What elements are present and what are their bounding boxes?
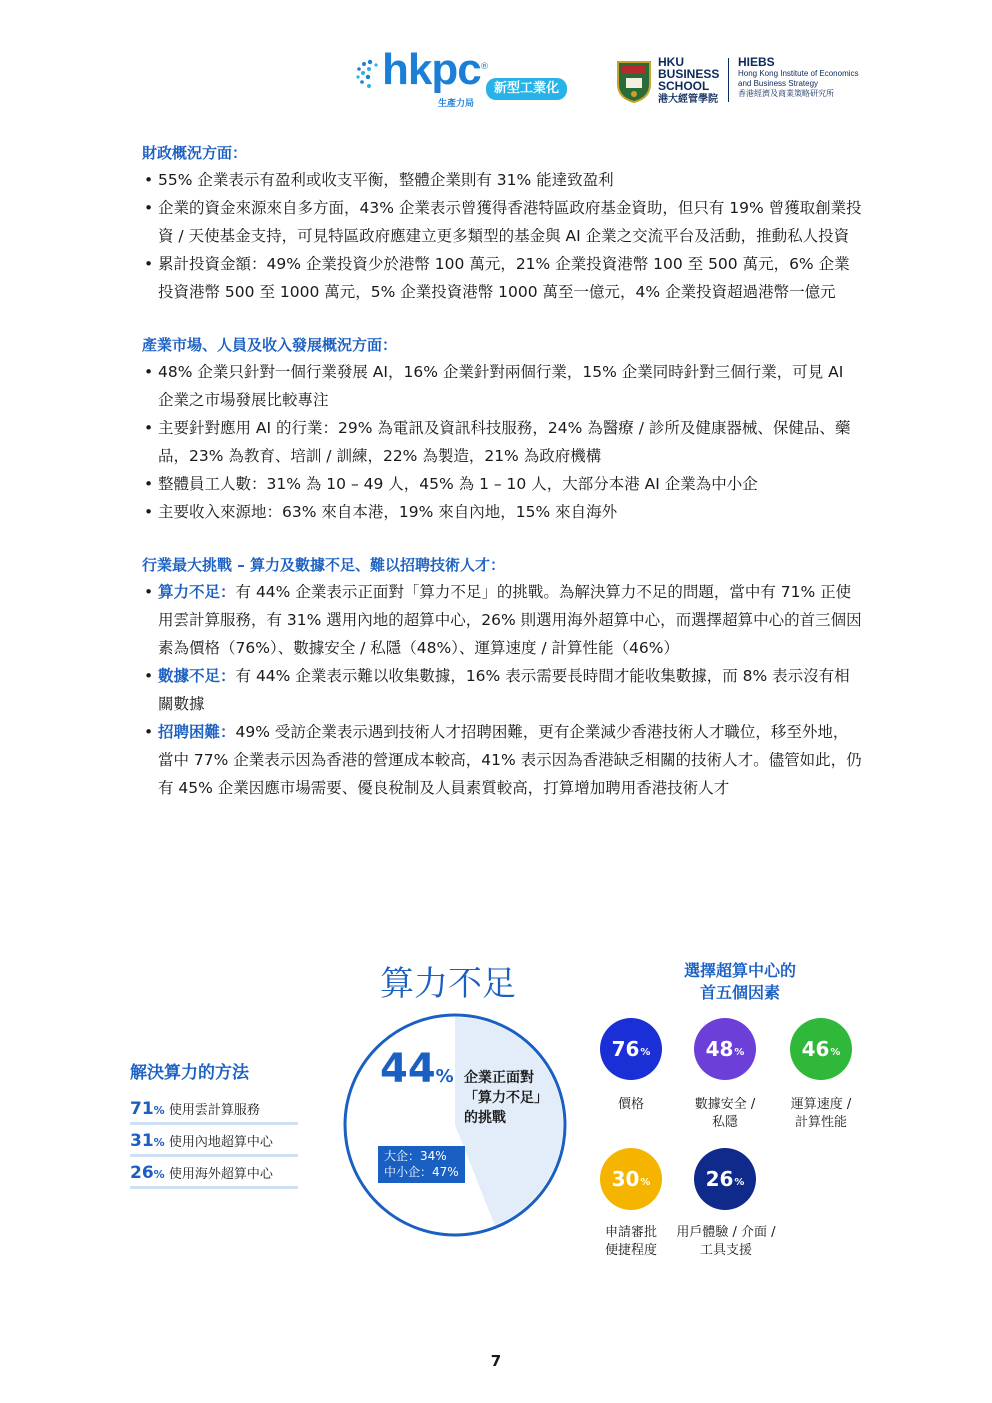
factor-label: 用戶體驗 / 介面 / 工具支援 <box>676 1225 776 1258</box>
pie-label-line1: 企業正面對 <box>464 1070 534 1086</box>
bullet-lead: 招聘困難： <box>158 723 236 741</box>
hku-crest-icon <box>614 58 654 104</box>
factor-label: 運算速度 / 計算性能 <box>790 1097 852 1130</box>
method-pct: 71% <box>130 1099 165 1119</box>
nid-badge: 新型工業化 <box>486 78 567 100</box>
method-label: 使用雲計算服務 <box>168 1103 260 1118</box>
list-item: • 48% 企業只針對一個行業發展 AI，16% 企業針對兩個行業，15% 企業同時針對三個行業，可見 AI 企業之市場發展比較專注 <box>142 358 862 414</box>
market-bullets <box>142 358 862 526</box>
hkpc-subtitle: 生產力局 <box>438 99 475 109</box>
method-row <box>130 1131 350 1163</box>
infographic-title: 算力不足 <box>380 964 516 1004</box>
factor-bubble-speed: 46 % <box>790 1018 852 1080</box>
hku-line1: HKU <box>658 55 684 69</box>
hiebs-line2: and Business Strategy <box>738 79 819 88</box>
registered-icon: ® <box>480 62 489 72</box>
pie-label <box>464 1068 574 1128</box>
pie-percentage: 44% <box>380 1046 454 1092</box>
hiebs-title: HIEBS <box>738 55 775 69</box>
pie-box-line2: 中小企：47% <box>384 1165 459 1179</box>
list-item: • 累計投資金額：49% 企業投資少於港幣 100 萬元，21% 企業投資港幣 100 至 500 萬元，6% 企業投資港幣 500 至 1000 萬元，5% 企業投資港幣 1000 萬至一億元，4% 企業投資超過港幣一億元 <box>142 250 862 306</box>
pie-breakdown-box <box>378 1146 465 1183</box>
method-pct: 31% <box>130 1131 165 1151</box>
hku-cn: 港大經管學院 <box>658 94 718 105</box>
factors-title-line1: 選擇超算中心的 <box>683 961 796 980</box>
factor-label: 數據安全 / 私隱 <box>694 1097 756 1130</box>
hkpc-logo-text: hkpc <box>382 45 481 94</box>
list-item: • 主要針對應用 AI 的行業：29% 為電訊及資訊科技服務，24% 為醫療 / 診所及健康器械、保健品、藥品，23% 為教育、培訓 / 訓練，22% 為製造，21% 為政府機構 <box>142 414 862 470</box>
methods-title: 解決算力的方法 <box>130 1063 249 1083</box>
bullet-text: 有 44% 企業表示難以收集數據，16% 表示需要長時間才能收集數據，而 8% 表示沒有相關數據 <box>158 667 850 713</box>
header-divider <box>728 58 729 102</box>
bullet-lead: 算力不足： <box>158 583 236 601</box>
factor-bubble-approval: 30 % <box>600 1148 662 1210</box>
section-title-finance: 財政概況方面： <box>142 144 248 162</box>
section-title-market: 產業市場、人員及收入發展概況方面： <box>142 336 398 354</box>
factors-title <box>640 960 840 1004</box>
method-row <box>130 1163 350 1195</box>
factors-title-line2: 首五個因素 <box>699 983 780 1002</box>
factor-label: 申請審批 便捷程度 <box>604 1225 657 1258</box>
finance-bullets <box>142 166 862 306</box>
list-item: • 企業的資金來源來自多方面，43% 企業表示曾獲得香港特區政府基金資助，但只有 19% 曾獲取創業投資 / 天使基金支持，可見特區政府應建立更多類型的基金與 AI 企業之交流平台及活動，推動私人投資 <box>142 194 862 250</box>
bullet-text: 有 44% 企業表示正面對「算力不足」的挑戰。為解決算力不足的問題，當中有 71% 正使用雲計算服務，有 31% 選用內地的超算中心，26% 則選用海外超算中心，而選擇超算中心的首三個因素為價格（76%）、數據安全 / 私隱（48%）、運算速度 / 計算性能（46%） <box>158 583 862 657</box>
pie-box-line1: 大企：34% <box>384 1149 447 1163</box>
hku-line2: BUSINESS <box>658 67 720 81</box>
hku-business-school-logo <box>658 56 719 106</box>
list-item <box>142 662 862 718</box>
factor-bubble-price: 76 % <box>600 1018 662 1080</box>
bullet-lead: 數據不足： <box>158 667 236 685</box>
bullet-text: 49% 受訪企業表示遇到技術人才招聘困難，更有企業減少香港技術人才職位，移至外地，當中 77% 企業表示因為香港的營運成本較高，41% 表示因為香港缺乏相關的技術人才。儘管如此，仍有 45% 企業因應市場需要、優良稅制及人員素質較高，打算增加聘用香港技術人才 <box>158 723 862 797</box>
hku-line3: SCHOOL <box>658 79 710 93</box>
list-item: • 55% 企業表示有盈利或收支平衡，整體企業則有 31% 能達致盈利 <box>142 166 862 194</box>
hiebs-logo <box>738 56 859 99</box>
method-label: 使用海外超算中心 <box>168 1167 273 1182</box>
hiebs-line1: Hong Kong Institute of Economics <box>738 69 859 78</box>
method-row <box>130 1099 350 1131</box>
methods-panel <box>130 1058 350 1195</box>
page-number: 7 <box>490 1352 502 1370</box>
pie-label-line3: 的挑戰 <box>464 1110 506 1126</box>
factor-bubble-user-experience: 26 % <box>694 1148 756 1210</box>
list-item <box>142 578 862 662</box>
factor-bubble-data-security: 48 % <box>694 1018 756 1080</box>
challenge-bullets <box>142 578 862 802</box>
list-item: • 主要收入來源地：63% 來自本港，19% 來自內地，15% 來自海外 <box>142 498 862 526</box>
list-item <box>142 718 862 802</box>
hiebs-cn: 香港經濟及商業策略研究所 <box>738 89 834 98</box>
pie-label-line2: 「算力不足」 <box>464 1090 548 1106</box>
method-label: 使用內地超算中心 <box>168 1135 273 1150</box>
main-content <box>142 140 862 802</box>
method-pct: 26% <box>130 1163 165 1183</box>
factor-label: 價格 <box>617 1097 644 1112</box>
section-title-challenges: 行業最大挑戰 – 算力及數據不足、難以招聘技術人才： <box>142 556 505 574</box>
page-header <box>356 45 876 110</box>
list-item: • 整體員工人數：31% 為 10 – 49 人，45% 為 1 – 10 人，大部分本港 AI 企業為中小企 <box>142 470 862 498</box>
